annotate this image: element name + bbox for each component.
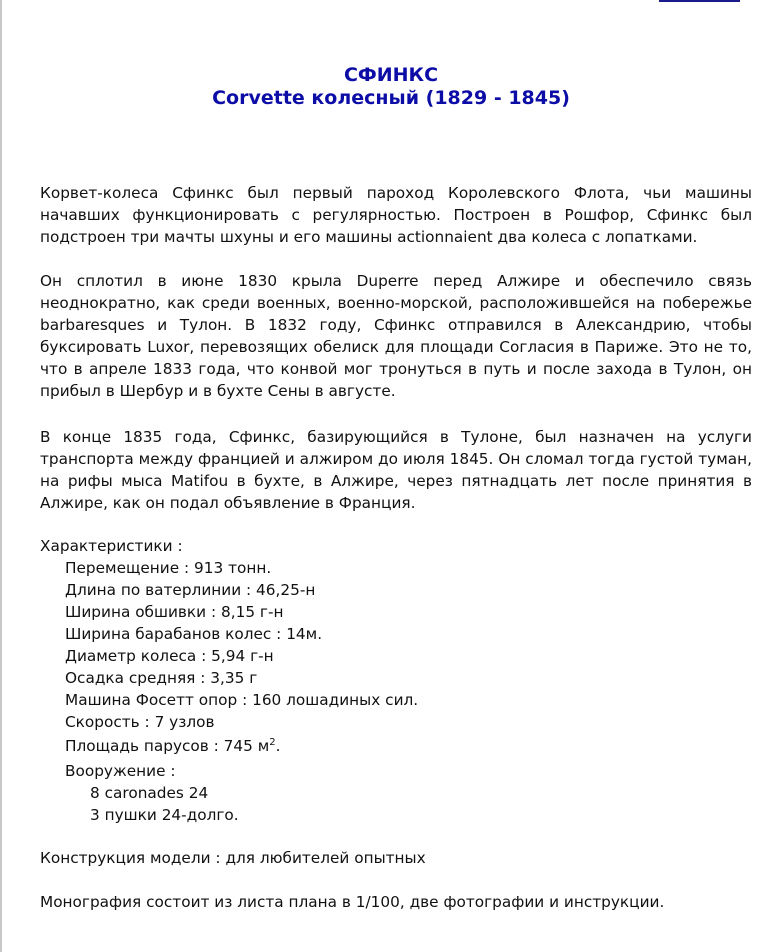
paragraph-fate: В конце 1835 года, Сфинкс, базирующийся в Тулоне, был назначен на услуги транспорта между францией и алжиром до июля 1845. Он сломал тогда густой туман, на рифы мыса Matifou в бухте, в Алжире, через пятнадцать лет после принятия в Алжире, как он подал объявление в Франция. — [40, 428, 752, 512]
spec-item: Ширина обшивки : 8,15 г-н — [65, 603, 284, 621]
armament-item: 8 caronades 24 — [90, 784, 209, 802]
specifications — [40, 535, 752, 826]
paragraph-intro: Корвет-колеса Сфинкс был первый пароход Королевского Флота, чьи машины начавших функционировать с регулярностью. Построен в Рошфор, Сфинкс был подстроен три мачты шхуны и его машины actionnaient два колеса с лопатками. — [40, 184, 752, 246]
spec-item: Перемещение : 913 тонн. — [65, 559, 272, 577]
page-title — [0, 64, 782, 110]
top-link-underline[interactable] — [659, 0, 740, 2]
armament-heading: Вооружение : — [65, 762, 176, 780]
page-left-border — [0, 0, 2, 952]
spec-item-sail-area — [40, 733, 752, 760]
spec-item: Скорость : 7 узлов — [65, 713, 215, 731]
sail-area-suffix: . — [275, 737, 281, 755]
monograph-note: Монография состоит из листа плана в 1/100, две фотографии и инструкции. — [40, 893, 665, 911]
construction-note: Конструкция модели : для любителей опытных — [40, 849, 426, 867]
title-subtitle: Corvette колесный (1829 - 1845) — [212, 87, 570, 109]
sail-area-label: Площадь парусов : 745 м — [65, 737, 270, 755]
sail-area-exponent: 2 — [269, 737, 276, 748]
title-name: СФИНКС — [343, 64, 439, 86]
paragraph-history: Он сплотил в июне 1830 крыла Duperre перед Алжире и обеспечило связь неоднократно, как среди военных, военно-морской, расположившейся на побережье barbaresques и Тулон. В 1832 году, Сфинкс отправился в Александрию, чтобы буксировать Luxor, перевозящих обелиск для площади Согласия в Париже. Это не то, что в апреле 1833 года, что конвой мог тронуться в путь и после захода в Тулон, он прибыл в Шербур и в бухте Сены в августе. — [40, 272, 752, 400]
spec-item: Осадка средняя : 3,35 г — [65, 669, 258, 687]
spec-item: Ширина барабанов колес : 14м. — [65, 625, 323, 643]
spec-item: Диаметр колеса : 5,94 г-н — [65, 647, 274, 665]
armament-item: 3 пушки 24-долго. — [90, 806, 239, 824]
spec-item: Машина Фосетт опор : 160 лошадиных сил. — [65, 691, 419, 709]
specs-heading: Характеристики : — [40, 537, 183, 555]
spec-item: Длина по ватерлинии : 46,25-н — [65, 581, 316, 599]
